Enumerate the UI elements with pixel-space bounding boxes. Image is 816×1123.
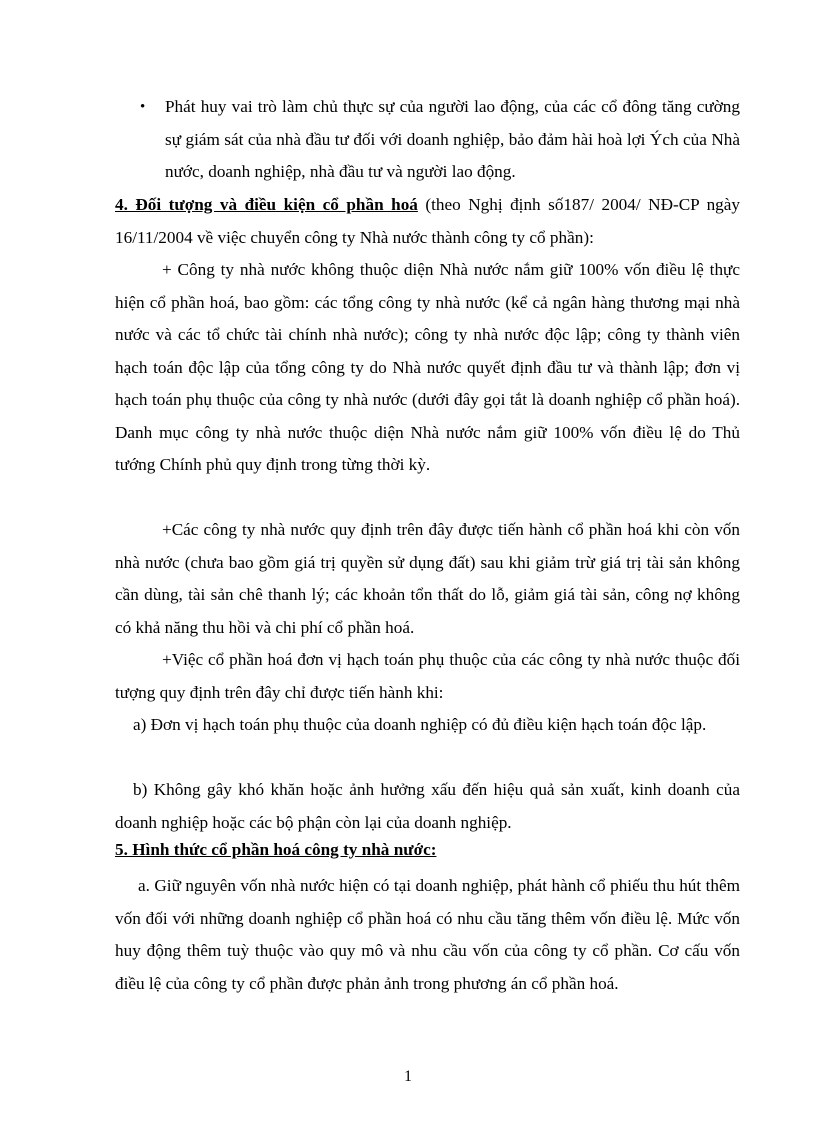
section-4-paragraph-2: +Các công ty nhà nước quy định trên đây được tiến hành cổ phần hoá khi còn vốn nhà nước (chưa bao gồm giá trị quyền sử dụng đất) sau khi giảm trừ giá trị tài sản không cần dùng, tài sản chê thanh lý; các khoản tổn thất do lỗ, giảm giá tài sản, công nợ không có khả năng thu hồi và chi phí cổ phần hoá. [115,520,740,637]
section-4-heading: 4. Đối tượng và điều kiện cổ phần hoá [115,195,418,214]
section-4-paragraph-3: +Việc cổ phần hoá đơn vị hạch toán phụ thuộc của các công ty nhà nước thuộc đối tượng quy định trên đây chỉ được tiến hành khi: [115,650,740,702]
section-5-heading: 5. Hình thức cổ phần hoá công ty nhà nước: [115,840,437,859]
bullet-icon: • [140,99,146,115]
bullet-text: Phát huy vai trò làm chủ thực sự của người lao động, của các cổ đông tăng cường sự giám sát của nhà đầu tư đối với doanh nghiệp, bảo đảm hài hoà lợi Ých của Nhà nước, doanh nghiệp, nhà đầu tư và người lao động. [165,97,740,181]
page-number: 1 [404,1068,412,1085]
section-4-paragraph-1: + Công ty nhà nước không thuộc diện Nhà nước nắm giữ 100% vốn điều lệ thực hiện cổ phần hoá, bao gồm: các tổng công ty nhà nước (kể cả ngân hàng thương mại nhà nước và các tổ chức tài chính nhà nước); công ty nhà nước độc lập; công ty thành viên hạch toán độc lập của tổng công ty do Nhà nước quyết định đầu tư và thành lập; đơn vị hạch toán phụ thuộc của công ty nhà nước (dưới đây gọi tắt là doanh nghiệp cổ phần hoá). Danh mục công ty nhà nước thuộc diện Nhà nước nắm giữ 100% vốn điều lệ do Thủ tướng Chính phủ quy định trong từng thời kỳ. [115,260,740,474]
section-4-item-b: b) Không gây khó khăn hoặc ảnh hưởng xấu đến hiệu quả sản xuất, kinh doanh của doanh nghiệp hoặc các bộ phận còn lại của doanh nghiệp. [115,780,740,832]
section-4-intro [115,189,740,254]
section-4-item-a: a) Đơn vị hạch toán phụ thuộc của doanh nghiệp có đủ điều kiện hạch toán độc lập. [133,715,707,734]
section-4-note: (theo Nghị định số187/ 2004/ NĐ-CP ngày 16/11/2004 về việc chuyển công ty Nhà nước thành công ty cổ phần): [115,195,740,247]
section-5-item-a: a. Giữ nguyên vốn nhà nước hiện có tại doanh nghiệp, phát hành cổ phiếu thu hút thêm vốn đối với những doanh nghiệp cổ phần hoá có nhu cầu tăng thêm vốn điều lệ. Mức vốn huy động thêm tuỳ thuộc vào quy mô và nhu cầu vốn của công ty cổ phần. Cơ cấu vốn điều lệ của công ty cổ phần được phản ảnh trong phương án cổ phần hoá. [115,876,740,993]
